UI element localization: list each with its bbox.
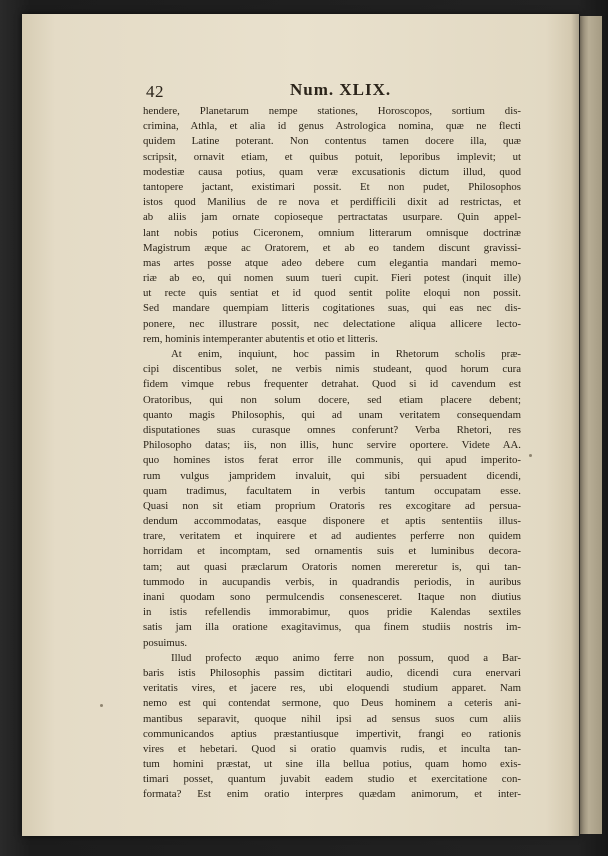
text-line: vires et hebetari. Quod si oratio quamvis rudis, et inculta tan- — [143, 742, 521, 755]
text-line: quo homines istos ferat error ille communis, qui apud imperito- — [143, 454, 521, 467]
text-line: mantibus separavit, quoque nihil ipsi ad sensus suos cum aliis — [143, 712, 521, 725]
text-line: quanto magis Philosophis, qui ad unam veritatem consequendam — [143, 408, 521, 421]
text-line: quidem Latine poterant. Non contentus tamen docere illa, quæ — [143, 135, 521, 148]
text-line: Philosopho datas; iis, non illis, hunc servire oportere. Videte AA. — [143, 439, 521, 452]
text-line: riæ ab eo, qui nomen suum tueri cupit. Fieri potest (inquit ille) — [143, 272, 521, 285]
text-line: Illud profecto æquo animo ferre non possum, quod a Bar- — [171, 651, 521, 664]
page-number: 42 — [146, 82, 164, 101]
text-line: ut recte quis sentiat et id quod sentit polite eloqui non possit. — [143, 287, 521, 300]
text-line: fidem vimque rebus frequenter detrahat. Quod si id cavendum est — [143, 378, 521, 391]
text-line: Sed mandare quempiam litteris cogitationes suas, qui eas nec dis- — [143, 302, 521, 315]
text-line: cipi discentibus solet, ne verbis nimis studeant, quod horum cura — [143, 363, 521, 376]
text-line: hendere, Planetarum nempe stationes, Horoscopos, sortium dis- — [143, 105, 521, 117]
text-line: crimina, Athla, et alia id genus Astrologica nomina, quæ ne flecti — [143, 120, 521, 133]
foxing-spot — [100, 704, 103, 707]
text-line: istos quod Manilius de re nova et perdifficili dixit ad restrictas, et — [143, 196, 521, 209]
text-line: tum homini præstat, ut sine illa bellua potius, quam homo exis- — [143, 758, 521, 771]
text-line: rum vulgus jampridem invaluit, qui sibi persuadent dicendi, — [143, 469, 521, 482]
text-line: dendum accommodatas, easque disponere et aptis sententiis illus- — [143, 515, 521, 528]
text-line: At enim, inquiunt, hoc passim in Rhetorum scholis præ- — [171, 348, 521, 360]
text-line: Quasi non sit etiam proprium Oratoris res excogitare ad persua- — [143, 499, 521, 512]
text-line: scripsit, ornavit etiam, et quibus potuit, leporibus implevit; ut — [143, 150, 521, 163]
text-line: ponere, nec illustrare possit, nec delectatione aliqua allicere lecto- — [143, 317, 521, 330]
text-line: in istis refellendis immorabimur, quos pridie Kalendas sextiles — [143, 606, 521, 619]
foxing-spot — [529, 454, 532, 457]
text-line: satis jam illa oratione exagitavimus, qua finem studiis nostris im- — [143, 621, 521, 634]
text-line: inani quodam sono permulcendis consenesceret. Itaque non diutius — [143, 591, 521, 603]
body-text — [143, 104, 521, 803]
text-line: posuimus. — [143, 636, 188, 649]
text-line: tam; aut quasi præclarum Oratoris nomen mereretur is, qui tan- — [143, 560, 521, 573]
text-line: Magistrum æque ac Oratorem, et ab eo tandem discunt gravissi- — [143, 241, 521, 254]
text-line: tantopere jactant, existimari possit. Et non pudet, Philosophos — [143, 180, 521, 193]
text-line: rem, hominis intemperanter abutentis et otio et litteris. — [143, 332, 378, 345]
text-line: lant nobis potius Ciceronem, omnium litterarum omnisque doctrinæ — [143, 226, 521, 239]
text-line: formata? Est enim oratio interpres quædam animorum, et inter- — [143, 788, 521, 801]
text-line: communicandos aptius præstantiusque impertivit, frangi eo rationis — [143, 727, 521, 740]
text-line: modestiæ causa potius, quam veræ excusationis dictum illud, quod — [143, 165, 521, 178]
text-line: timari posset, quantum juvabit eadem studio et exercitatione con- — [143, 773, 521, 786]
text-line: baris istis Philosophis passim dictitari audio, dicendi cura enervari — [143, 666, 521, 679]
text-line: trare, veritatem et inquirere et ad audientes perferre non quidem — [143, 530, 521, 543]
next-page-edge — [580, 16, 602, 834]
text-line: tummodo in aucupandis verbis, in quadrandis periodis, in auribus — [143, 575, 521, 588]
text-line: horridam et incomptam, sed ornamentis suis et luminibus decora- — [143, 545, 521, 558]
text-line: veritatis vires, et jacere res, ubi eloquendi studium apparet. Nam — [143, 682, 521, 695]
text-line: Oratoribus, qui non solum docere, sed etiam placere debent; — [143, 393, 521, 406]
text-line: quam tradimus, facultatem in verbis tantum occupatam esse. — [143, 484, 521, 497]
text-line: nemo est qui contendat sermone, quo Deus hominem a ceteris ani- — [143, 697, 521, 710]
running-head: Num. XLIX. — [290, 80, 392, 99]
text-line: disputationes suas curasque omnes conferunt? Verba Rhetori, res — [143, 423, 521, 436]
text-line: mas artes posse atque adeo debere cum elegantia mandari memo- — [143, 256, 521, 269]
text-line: ab aliis jam ornate copioseque pertractatas usurpare. Quin appel- — [143, 211, 521, 224]
